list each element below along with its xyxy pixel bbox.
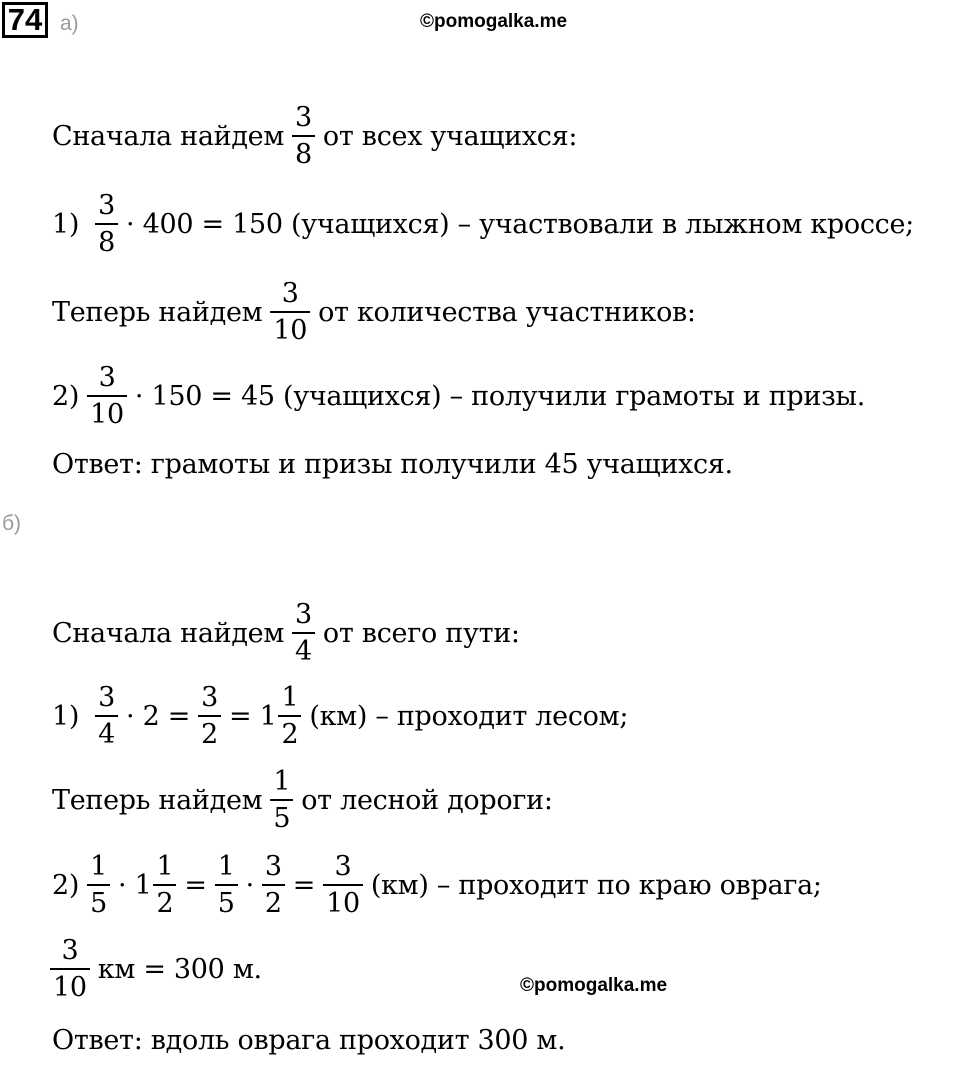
fraction: $\frac{1}{2}$ <box>153 853 176 917</box>
problem-number: 74 <box>2 2 48 38</box>
step-index: 1) <box>52 700 80 732</box>
fraction: $\frac{1}{5}$ <box>270 768 293 832</box>
part-b-line-1 <box>52 599 520 667</box>
fraction: $\frac{3}{10}$ <box>50 937 90 1001</box>
part-a-line-2 <box>52 190 914 258</box>
step-index: 1) <box>52 208 80 240</box>
fraction: $\frac{3}{2}$ <box>198 684 221 748</box>
expression: · <box>245 869 254 901</box>
part-a-label: а) <box>60 12 79 35</box>
text: от всего пути: <box>322 617 520 649</box>
fraction: $\frac{3}{10}$ <box>87 364 127 428</box>
text: км = 300 м. <box>97 953 262 985</box>
part-b-line-3 <box>52 766 553 834</box>
fraction: $\frac{3}{10}$ <box>323 853 363 917</box>
text: от количества участников: <box>318 296 696 328</box>
fraction: $\frac{3}{4}$ <box>95 684 118 748</box>
text: Сначала найдем <box>52 120 285 152</box>
step-index: 2) <box>52 380 80 412</box>
text: от всех учащихся: <box>322 120 578 152</box>
text: Теперь найдем <box>52 296 263 328</box>
expression: · 150 = 45 (учащихся) – получили грамоты и призы. <box>134 380 865 412</box>
expression: = 1 <box>228 700 277 732</box>
fraction: $\frac{3}{4}$ <box>292 601 315 665</box>
fraction: $\frac{3}{8}$ <box>95 192 118 256</box>
expression: = <box>184 869 207 901</box>
watermark-bottom: ©pomogalka.me <box>520 975 668 996</box>
fraction: $\frac{1}{2}$ <box>278 684 301 748</box>
text: от лесной дороги: <box>301 784 553 816</box>
expression: (км) – проходит по краю оврага; <box>370 869 822 901</box>
step-index: 2) <box>52 869 80 901</box>
expression: · 2 = <box>126 700 191 732</box>
part-a-line-1 <box>52 102 578 170</box>
text: Теперь найдем <box>52 784 263 816</box>
fraction: $\frac{3}{10}$ <box>270 280 310 344</box>
part-b-answer: Ответ: вдоль оврага проходит 300 м. <box>52 1024 566 1056</box>
part-b-line-5 <box>50 935 262 1003</box>
part-b-line-4 <box>52 851 822 919</box>
fraction: $\frac{3}{2}$ <box>262 853 285 917</box>
expression: (км) – проходит лесом; <box>309 700 629 732</box>
part-b-line-2 <box>52 682 629 750</box>
part-a-line-4 <box>52 362 865 430</box>
fraction: $\frac{1}{5}$ <box>215 853 238 917</box>
part-a-line-3 <box>52 278 696 346</box>
expression: · 400 = 150 (учащихся) – участвовали в лыжном кроссе; <box>126 208 914 240</box>
fraction: $\frac{1}{5}$ <box>87 853 110 917</box>
expression: = <box>292 869 316 901</box>
part-b-label: б) <box>2 512 22 535</box>
text: Сначала найдем <box>52 617 285 649</box>
watermark-top: ©pomogalka.me <box>420 11 568 32</box>
fraction: $\frac{3}{8}$ <box>292 104 315 168</box>
expression: · 1 <box>118 869 152 901</box>
part-a-answer: Ответ: грамоты и призы получили 45 учащихся. <box>52 448 733 480</box>
